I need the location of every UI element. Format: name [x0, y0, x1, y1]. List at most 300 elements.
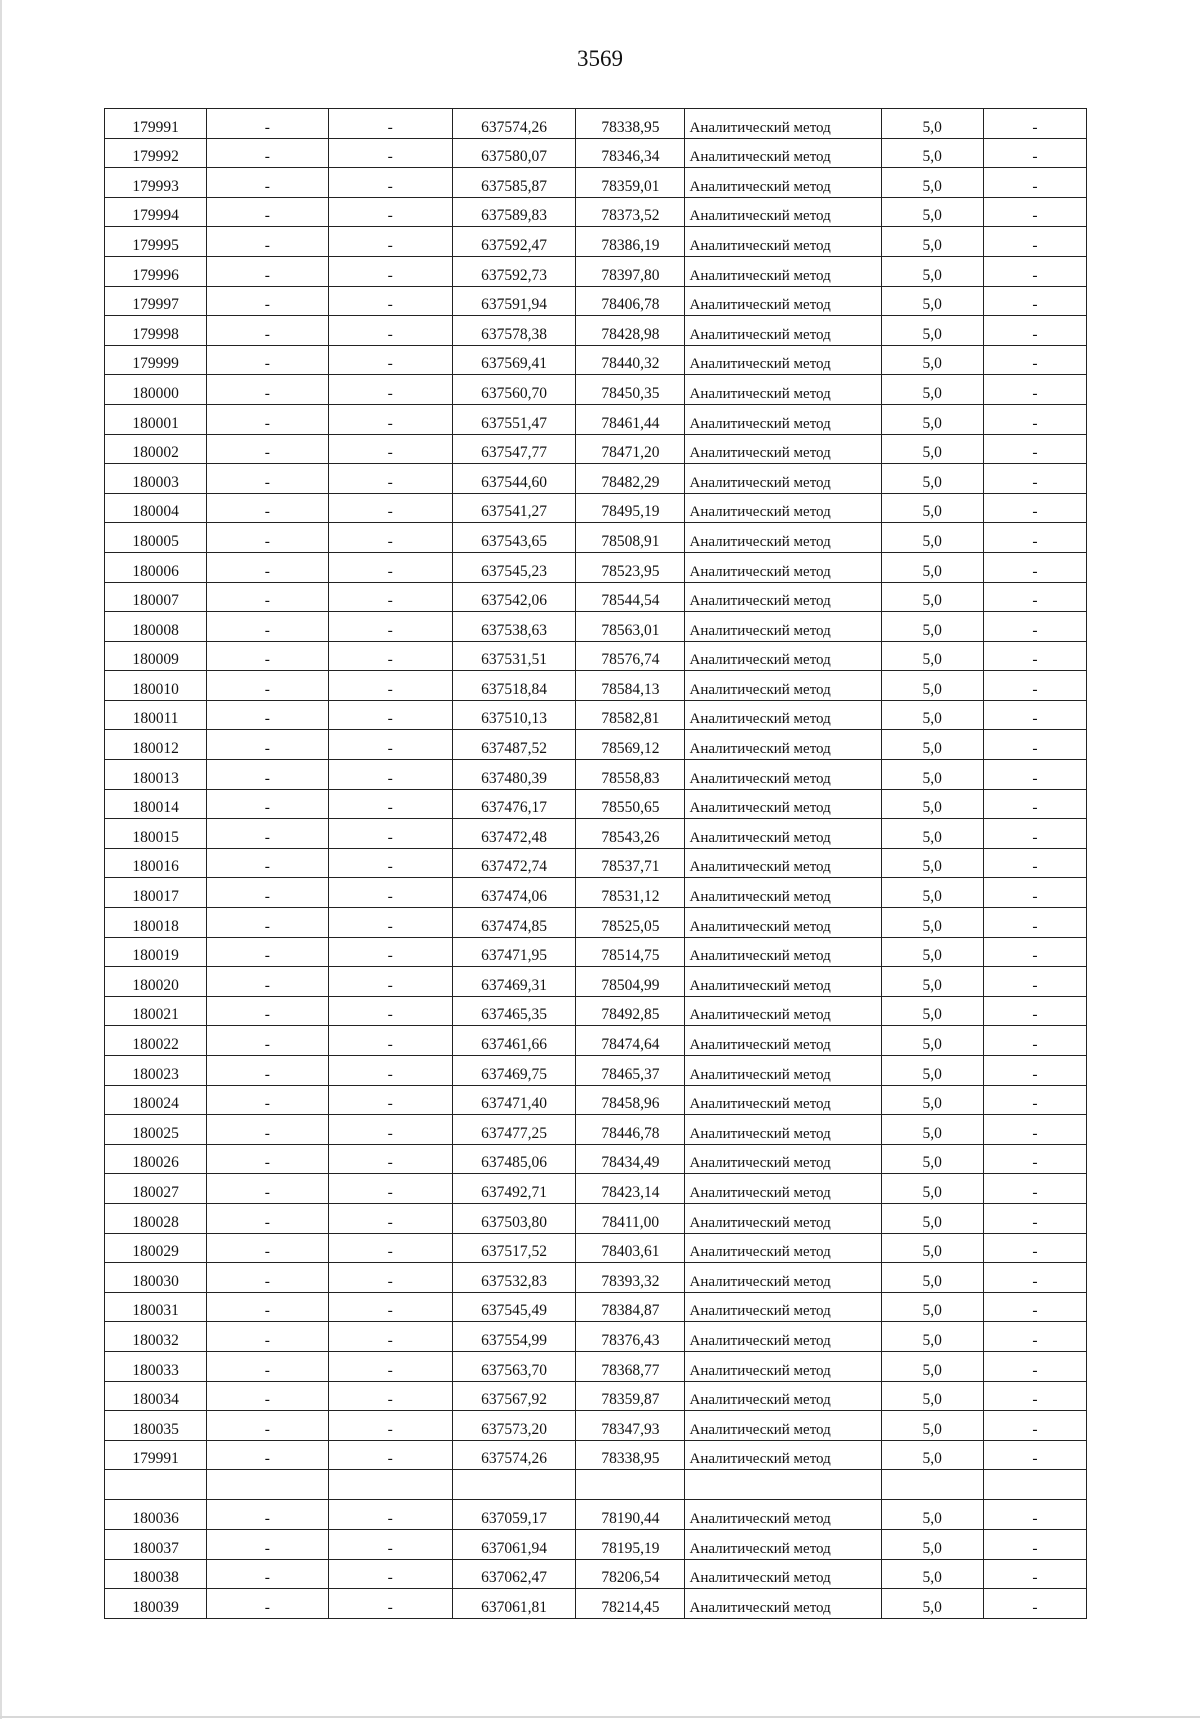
- cell-accuracy: 5,0: [881, 197, 983, 227]
- cell-method: Аналитический метод: [685, 316, 881, 346]
- cell-y-coordinate: 78482,29: [576, 464, 685, 494]
- cell-column-8: -: [983, 1589, 1086, 1619]
- cell-x-coordinate: 637510,13: [452, 700, 575, 730]
- cell-column-8: -: [983, 937, 1086, 967]
- cell-method: Аналитический метод: [685, 967, 881, 997]
- cell-column-2: -: [207, 937, 328, 967]
- cell-point-number: 179996: [105, 256, 207, 286]
- cell-accuracy: 5,0: [881, 1263, 983, 1293]
- coordinates-table-container: [104, 108, 1087, 1619]
- cell-point-number: 180021: [105, 996, 207, 1026]
- cell-accuracy: 5,0: [881, 1529, 983, 1559]
- cell-accuracy: 5,0: [881, 345, 983, 375]
- table-row: [105, 1440, 1087, 1470]
- cell-y-coordinate: 78440,32: [576, 345, 685, 375]
- cell-y-coordinate: 78434,49: [576, 1144, 685, 1174]
- cell-x-coordinate: 637574,26: [452, 109, 575, 139]
- cell-column-2: -: [207, 967, 328, 997]
- cell-accuracy: 5,0: [881, 819, 983, 849]
- coordinates-table: [104, 108, 1087, 1619]
- cell-column-3: -: [328, 227, 452, 257]
- table-row: [105, 641, 1087, 671]
- cell-point-number: 179998: [105, 316, 207, 346]
- cell-accuracy: 5,0: [881, 937, 983, 967]
- table-row: [105, 760, 1087, 790]
- cell-point-number: 180033: [105, 1351, 207, 1381]
- cell-column-8: -: [983, 109, 1086, 139]
- cell-x-coordinate: 637477,25: [452, 1115, 575, 1145]
- cell-accuracy: 5,0: [881, 1440, 983, 1470]
- cell-x-coordinate: 637474,85: [452, 908, 575, 938]
- cell-method: Аналитический метод: [685, 138, 881, 168]
- cell-point-number: 180035: [105, 1411, 207, 1441]
- cell-x-coordinate: 637578,38: [452, 316, 575, 346]
- cell-column-3: -: [328, 197, 452, 227]
- table-row: [105, 552, 1087, 582]
- table-row: [105, 1115, 1087, 1145]
- cell-column-3: -: [328, 819, 452, 849]
- cell-column-8: -: [983, 612, 1086, 642]
- cell-column-3: -: [328, 1026, 452, 1056]
- cell-column-8: -: [983, 256, 1086, 286]
- cell-column-8: -: [983, 552, 1086, 582]
- cell-y-coordinate: 78206,54: [576, 1559, 685, 1589]
- cell-column-2: -: [207, 1381, 328, 1411]
- cell-y-coordinate: 78373,52: [576, 197, 685, 227]
- cell-column-3: -: [328, 138, 452, 168]
- table-row: [105, 168, 1087, 198]
- cell-column-3: -: [328, 582, 452, 612]
- table-row: [105, 1351, 1087, 1381]
- cell-y-coordinate: 78504,99: [576, 967, 685, 997]
- cell-x-coordinate: 637517,52: [452, 1233, 575, 1263]
- cell-point-number: 180017: [105, 878, 207, 908]
- cell-x-coordinate: 637563,70: [452, 1351, 575, 1381]
- table-row: [105, 789, 1087, 819]
- cell-x-coordinate: 637476,17: [452, 789, 575, 819]
- cell-point-number: 180019: [105, 937, 207, 967]
- cell-point-number: 180018: [105, 908, 207, 938]
- cell-column-2: -: [207, 671, 328, 701]
- cell-point-number: 179994: [105, 197, 207, 227]
- cell-x-coordinate: 637545,49: [452, 1292, 575, 1322]
- table-row: [105, 1144, 1087, 1174]
- cell-point-number: 180011: [105, 700, 207, 730]
- cell-y-coordinate: [576, 1470, 685, 1500]
- table-row: [105, 908, 1087, 938]
- cell-column-8: -: [983, 760, 1086, 790]
- cell-point-number: 180014: [105, 789, 207, 819]
- cell-point-number: 180022: [105, 1026, 207, 1056]
- cell-accuracy: [881, 1470, 983, 1500]
- cell-method: Аналитический метод: [685, 1500, 881, 1530]
- cell-column-3: -: [328, 256, 452, 286]
- cell-x-coordinate: 637592,47: [452, 227, 575, 257]
- table-row: [105, 819, 1087, 849]
- cell-column-3: -: [328, 1174, 452, 1204]
- cell-column-2: -: [207, 1174, 328, 1204]
- cell-column-3: -: [328, 168, 452, 198]
- cell-column-8: -: [983, 1203, 1086, 1233]
- cell-point-number: 180025: [105, 1115, 207, 1145]
- cell-column-3: -: [328, 552, 452, 582]
- cell-column-3: -: [328, 404, 452, 434]
- cell-method: Аналитический метод: [685, 227, 881, 257]
- cell-point-number: 180003: [105, 464, 207, 494]
- cell-accuracy: 5,0: [881, 641, 983, 671]
- cell-point-number: 180028: [105, 1203, 207, 1233]
- cell-point-number: 180007: [105, 582, 207, 612]
- cell-x-coordinate: 637471,95: [452, 937, 575, 967]
- cell-column-8: -: [983, 168, 1086, 198]
- cell-accuracy: 5,0: [881, 1351, 983, 1381]
- cell-y-coordinate: 78543,26: [576, 819, 685, 849]
- cell-method: Аналитический метод: [685, 1411, 881, 1441]
- cell-column-3: -: [328, 1351, 452, 1381]
- cell-column-8: -: [983, 1174, 1086, 1204]
- cell-point-number: 180034: [105, 1381, 207, 1411]
- cell-accuracy: 5,0: [881, 168, 983, 198]
- cell-column-2: -: [207, 1411, 328, 1441]
- cell-method: Аналитический метод: [685, 641, 881, 671]
- cell-column-8: -: [983, 700, 1086, 730]
- cell-column-2: -: [207, 286, 328, 316]
- cell-point-number: 180020: [105, 967, 207, 997]
- cell-y-coordinate: 78393,32: [576, 1263, 685, 1293]
- cell-column-3: -: [328, 760, 452, 790]
- cell-method: Аналитический метод: [685, 286, 881, 316]
- cell-column-2: -: [207, 819, 328, 849]
- table-row: [105, 227, 1087, 257]
- cell-column-3: -: [328, 641, 452, 671]
- cell-accuracy: 5,0: [881, 227, 983, 257]
- cell-y-coordinate: 78465,37: [576, 1056, 685, 1086]
- cell-x-coordinate: 637569,41: [452, 345, 575, 375]
- page-bottom-edge: [0, 1716, 1200, 1718]
- cell-point-number: 180004: [105, 493, 207, 523]
- cell-column-3: -: [328, 730, 452, 760]
- table-row: [105, 109, 1087, 139]
- table-row: [105, 1529, 1087, 1559]
- cell-accuracy: 5,0: [881, 878, 983, 908]
- cell-point-number: 180029: [105, 1233, 207, 1263]
- cell-column-2: -: [207, 227, 328, 257]
- cell-column-8: -: [983, 1144, 1086, 1174]
- cell-method: Аналитический метод: [685, 552, 881, 582]
- cell-column-3: -: [328, 908, 452, 938]
- cell-method: Аналитический метод: [685, 109, 881, 139]
- table-row-blank: [105, 1470, 1087, 1500]
- cell-column-2: -: [207, 760, 328, 790]
- cell-y-coordinate: 78359,01: [576, 168, 685, 198]
- cell-column-3: -: [328, 1263, 452, 1293]
- cell-x-coordinate: 637465,35: [452, 996, 575, 1026]
- cell-column-3: -: [328, 967, 452, 997]
- cell-y-coordinate: 78423,14: [576, 1174, 685, 1204]
- cell-column-3: [328, 1470, 452, 1500]
- cell-column-2: -: [207, 878, 328, 908]
- cell-accuracy: 5,0: [881, 1115, 983, 1145]
- table-row: [105, 1174, 1087, 1204]
- cell-column-8: -: [983, 316, 1086, 346]
- cell-column-8: -: [983, 375, 1086, 405]
- cell-accuracy: 5,0: [881, 404, 983, 434]
- cell-x-coordinate: 637485,06: [452, 1144, 575, 1174]
- cell-accuracy: 5,0: [881, 967, 983, 997]
- cell-method: Аналитический метод: [685, 1381, 881, 1411]
- cell-column-3: -: [328, 1085, 452, 1115]
- cell-column-2: -: [207, 464, 328, 494]
- cell-y-coordinate: 78347,93: [576, 1411, 685, 1441]
- cell-y-coordinate: 78582,81: [576, 700, 685, 730]
- cell-accuracy: 5,0: [881, 582, 983, 612]
- cell-point-number: 180008: [105, 612, 207, 642]
- cell-x-coordinate: 637059,17: [452, 1500, 575, 1530]
- cell-x-coordinate: 637471,40: [452, 1085, 575, 1115]
- cell-point-number: [105, 1470, 207, 1500]
- cell-y-coordinate: 78563,01: [576, 612, 685, 642]
- cell-point-number: 179993: [105, 168, 207, 198]
- cell-accuracy: 5,0: [881, 1559, 983, 1589]
- cell-point-number: 180002: [105, 434, 207, 464]
- cell-x-coordinate: 637589,83: [452, 197, 575, 227]
- table-row: [105, 138, 1087, 168]
- cell-method: Аналитический метод: [685, 1144, 881, 1174]
- cell-column-2: -: [207, 1056, 328, 1086]
- cell-x-coordinate: 637472,48: [452, 819, 575, 849]
- table-row: [105, 1500, 1087, 1530]
- cell-column-8: -: [983, 1381, 1086, 1411]
- cell-column-2: -: [207, 1351, 328, 1381]
- cell-accuracy: 5,0: [881, 1174, 983, 1204]
- cell-accuracy: 5,0: [881, 286, 983, 316]
- cell-y-coordinate: 78376,43: [576, 1322, 685, 1352]
- cell-column-3: -: [328, 345, 452, 375]
- cell-method: Аналитический метод: [685, 375, 881, 405]
- cell-column-2: -: [207, 1500, 328, 1530]
- cell-column-3: -: [328, 1322, 452, 1352]
- cell-y-coordinate: 78195,19: [576, 1529, 685, 1559]
- cell-column-8: -: [983, 671, 1086, 701]
- cell-accuracy: 5,0: [881, 523, 983, 553]
- cell-method: Аналитический метод: [685, 878, 881, 908]
- cell-column-2: -: [207, 493, 328, 523]
- cell-column-8: -: [983, 286, 1086, 316]
- cell-column-8: -: [983, 1559, 1086, 1589]
- cell-point-number: 180000: [105, 375, 207, 405]
- cell-x-coordinate: 637542,06: [452, 582, 575, 612]
- table-row: [105, 464, 1087, 494]
- cell-y-coordinate: 78406,78: [576, 286, 685, 316]
- cell-column-2: -: [207, 523, 328, 553]
- cell-accuracy: 5,0: [881, 1589, 983, 1619]
- table-row: [105, 582, 1087, 612]
- cell-y-coordinate: 78338,95: [576, 1440, 685, 1470]
- cell-column-8: -: [983, 848, 1086, 878]
- cell-method: Аналитический метод: [685, 937, 881, 967]
- cell-method: Аналитический метод: [685, 730, 881, 760]
- cell-column-8: -: [983, 878, 1086, 908]
- cell-column-2: -: [207, 1085, 328, 1115]
- cell-y-coordinate: 78346,34: [576, 138, 685, 168]
- cell-column-3: -: [328, 1529, 452, 1559]
- cell-point-number: 179999: [105, 345, 207, 375]
- table-row: [105, 493, 1087, 523]
- cell-point-number: 180030: [105, 1263, 207, 1293]
- cell-method: Аналитический метод: [685, 404, 881, 434]
- table-row: [105, 700, 1087, 730]
- cell-accuracy: 5,0: [881, 1026, 983, 1056]
- table-row: [105, 404, 1087, 434]
- cell-method: Аналитический метод: [685, 612, 881, 642]
- cell-x-coordinate: 637592,73: [452, 256, 575, 286]
- cell-x-coordinate: 637061,94: [452, 1529, 575, 1559]
- cell-y-coordinate: 78397,80: [576, 256, 685, 286]
- table-row: [105, 1559, 1087, 1589]
- cell-x-coordinate: 637461,66: [452, 1026, 575, 1056]
- cell-point-number: 180013: [105, 760, 207, 790]
- cell-accuracy: 5,0: [881, 434, 983, 464]
- cell-column-2: -: [207, 641, 328, 671]
- cell-column-3: -: [328, 1411, 452, 1441]
- cell-x-coordinate: 637547,77: [452, 434, 575, 464]
- cell-accuracy: 5,0: [881, 1203, 983, 1233]
- cell-column-3: -: [328, 789, 452, 819]
- cell-y-coordinate: 78471,20: [576, 434, 685, 464]
- cell-column-8: -: [983, 197, 1086, 227]
- cell-method: Аналитический метод: [685, 1203, 881, 1233]
- cell-method: Аналитический метод: [685, 1589, 881, 1619]
- cell-point-number: 180023: [105, 1056, 207, 1086]
- cell-column-2: -: [207, 168, 328, 198]
- table-row: [105, 256, 1087, 286]
- cell-accuracy: 5,0: [881, 493, 983, 523]
- cell-column-3: -: [328, 1056, 452, 1086]
- cell-accuracy: 5,0: [881, 1233, 983, 1263]
- cell-x-coordinate: 637472,74: [452, 848, 575, 878]
- cell-method: Аналитический метод: [685, 996, 881, 1026]
- cell-column-8: -: [983, 582, 1086, 612]
- cell-column-3: -: [328, 700, 452, 730]
- cell-column-8: -: [983, 493, 1086, 523]
- cell-column-3: -: [328, 109, 452, 139]
- cell-column-3: -: [328, 937, 452, 967]
- cell-column-8: -: [983, 641, 1086, 671]
- table-row: [105, 848, 1087, 878]
- cell-column-3: -: [328, 1589, 452, 1619]
- cell-point-number: 180031: [105, 1292, 207, 1322]
- cell-method: Аналитический метод: [685, 1085, 881, 1115]
- table-row: [105, 1411, 1087, 1441]
- cell-column-2: -: [207, 197, 328, 227]
- cell-accuracy: 5,0: [881, 1144, 983, 1174]
- cell-column-3: -: [328, 671, 452, 701]
- cell-accuracy: 5,0: [881, 1411, 983, 1441]
- cell-column-3: -: [328, 434, 452, 464]
- table-row: [105, 730, 1087, 760]
- cell-point-number: 180024: [105, 1085, 207, 1115]
- table-row: [105, 1085, 1087, 1115]
- table-row: [105, 1263, 1087, 1293]
- cell-column-2: -: [207, 908, 328, 938]
- cell-x-coordinate: 637560,70: [452, 375, 575, 405]
- cell-point-number: 180010: [105, 671, 207, 701]
- cell-y-coordinate: 78508,91: [576, 523, 685, 553]
- table-row: [105, 286, 1087, 316]
- cell-y-coordinate: 78492,85: [576, 996, 685, 1026]
- cell-y-coordinate: 78537,71: [576, 848, 685, 878]
- cell-column-3: -: [328, 464, 452, 494]
- cell-column-3: -: [328, 612, 452, 642]
- cell-column-8: -: [983, 1322, 1086, 1352]
- cell-accuracy: 5,0: [881, 1381, 983, 1411]
- cell-accuracy: 5,0: [881, 908, 983, 938]
- table-row: [105, 878, 1087, 908]
- cell-y-coordinate: 78386,19: [576, 227, 685, 257]
- table-row: [105, 523, 1087, 553]
- cell-column-8: -: [983, 1292, 1086, 1322]
- table-row: [105, 671, 1087, 701]
- cell-method: Аналитический метод: [685, 1233, 881, 1263]
- cell-column-2: -: [207, 404, 328, 434]
- cell-x-coordinate: 637487,52: [452, 730, 575, 760]
- cell-column-2: -: [207, 1322, 328, 1352]
- cell-y-coordinate: 78584,13: [576, 671, 685, 701]
- cell-column-8: -: [983, 523, 1086, 553]
- cell-x-coordinate: 637574,26: [452, 1440, 575, 1470]
- cell-accuracy: 5,0: [881, 760, 983, 790]
- cell-method: Аналитический метод: [685, 345, 881, 375]
- cell-column-8: -: [983, 730, 1086, 760]
- cell-accuracy: 5,0: [881, 109, 983, 139]
- cell-accuracy: 5,0: [881, 730, 983, 760]
- cell-accuracy: 5,0: [881, 138, 983, 168]
- cell-method: Аналитический метод: [685, 1529, 881, 1559]
- cell-point-number: 180009: [105, 641, 207, 671]
- cell-point-number: 180015: [105, 819, 207, 849]
- cell-column-2: -: [207, 700, 328, 730]
- cell-column-8: -: [983, 1085, 1086, 1115]
- cell-column-2: -: [207, 138, 328, 168]
- cell-method: Аналитический метод: [685, 493, 881, 523]
- cell-column-2: -: [207, 1440, 328, 1470]
- cell-x-coordinate: 637469,75: [452, 1056, 575, 1086]
- cell-x-coordinate: 637545,23: [452, 552, 575, 582]
- cell-method: Аналитический метод: [685, 1056, 881, 1086]
- cell-column-8: -: [983, 789, 1086, 819]
- cell-y-coordinate: 78368,77: [576, 1351, 685, 1381]
- cell-accuracy: 5,0: [881, 1500, 983, 1530]
- cell-y-coordinate: 78458,96: [576, 1085, 685, 1115]
- cell-column-2: -: [207, 375, 328, 405]
- cell-column-3: -: [328, 878, 452, 908]
- cell-column-8: -: [983, 996, 1086, 1026]
- cell-x-coordinate: 637580,07: [452, 138, 575, 168]
- cell-column-3: -: [328, 1203, 452, 1233]
- cell-accuracy: 5,0: [881, 316, 983, 346]
- table-row: [105, 1381, 1087, 1411]
- cell-point-number: 180006: [105, 552, 207, 582]
- cell-x-coordinate: 637567,92: [452, 1381, 575, 1411]
- cell-method: Аналитический метод: [685, 1292, 881, 1322]
- cell-column-3: -: [328, 1292, 452, 1322]
- cell-accuracy: 5,0: [881, 1056, 983, 1086]
- cell-column-2: -: [207, 1203, 328, 1233]
- cell-method: Аналитический метод: [685, 464, 881, 494]
- cell-y-coordinate: 78428,98: [576, 316, 685, 346]
- cell-accuracy: 5,0: [881, 848, 983, 878]
- cell-column-2: -: [207, 1589, 328, 1619]
